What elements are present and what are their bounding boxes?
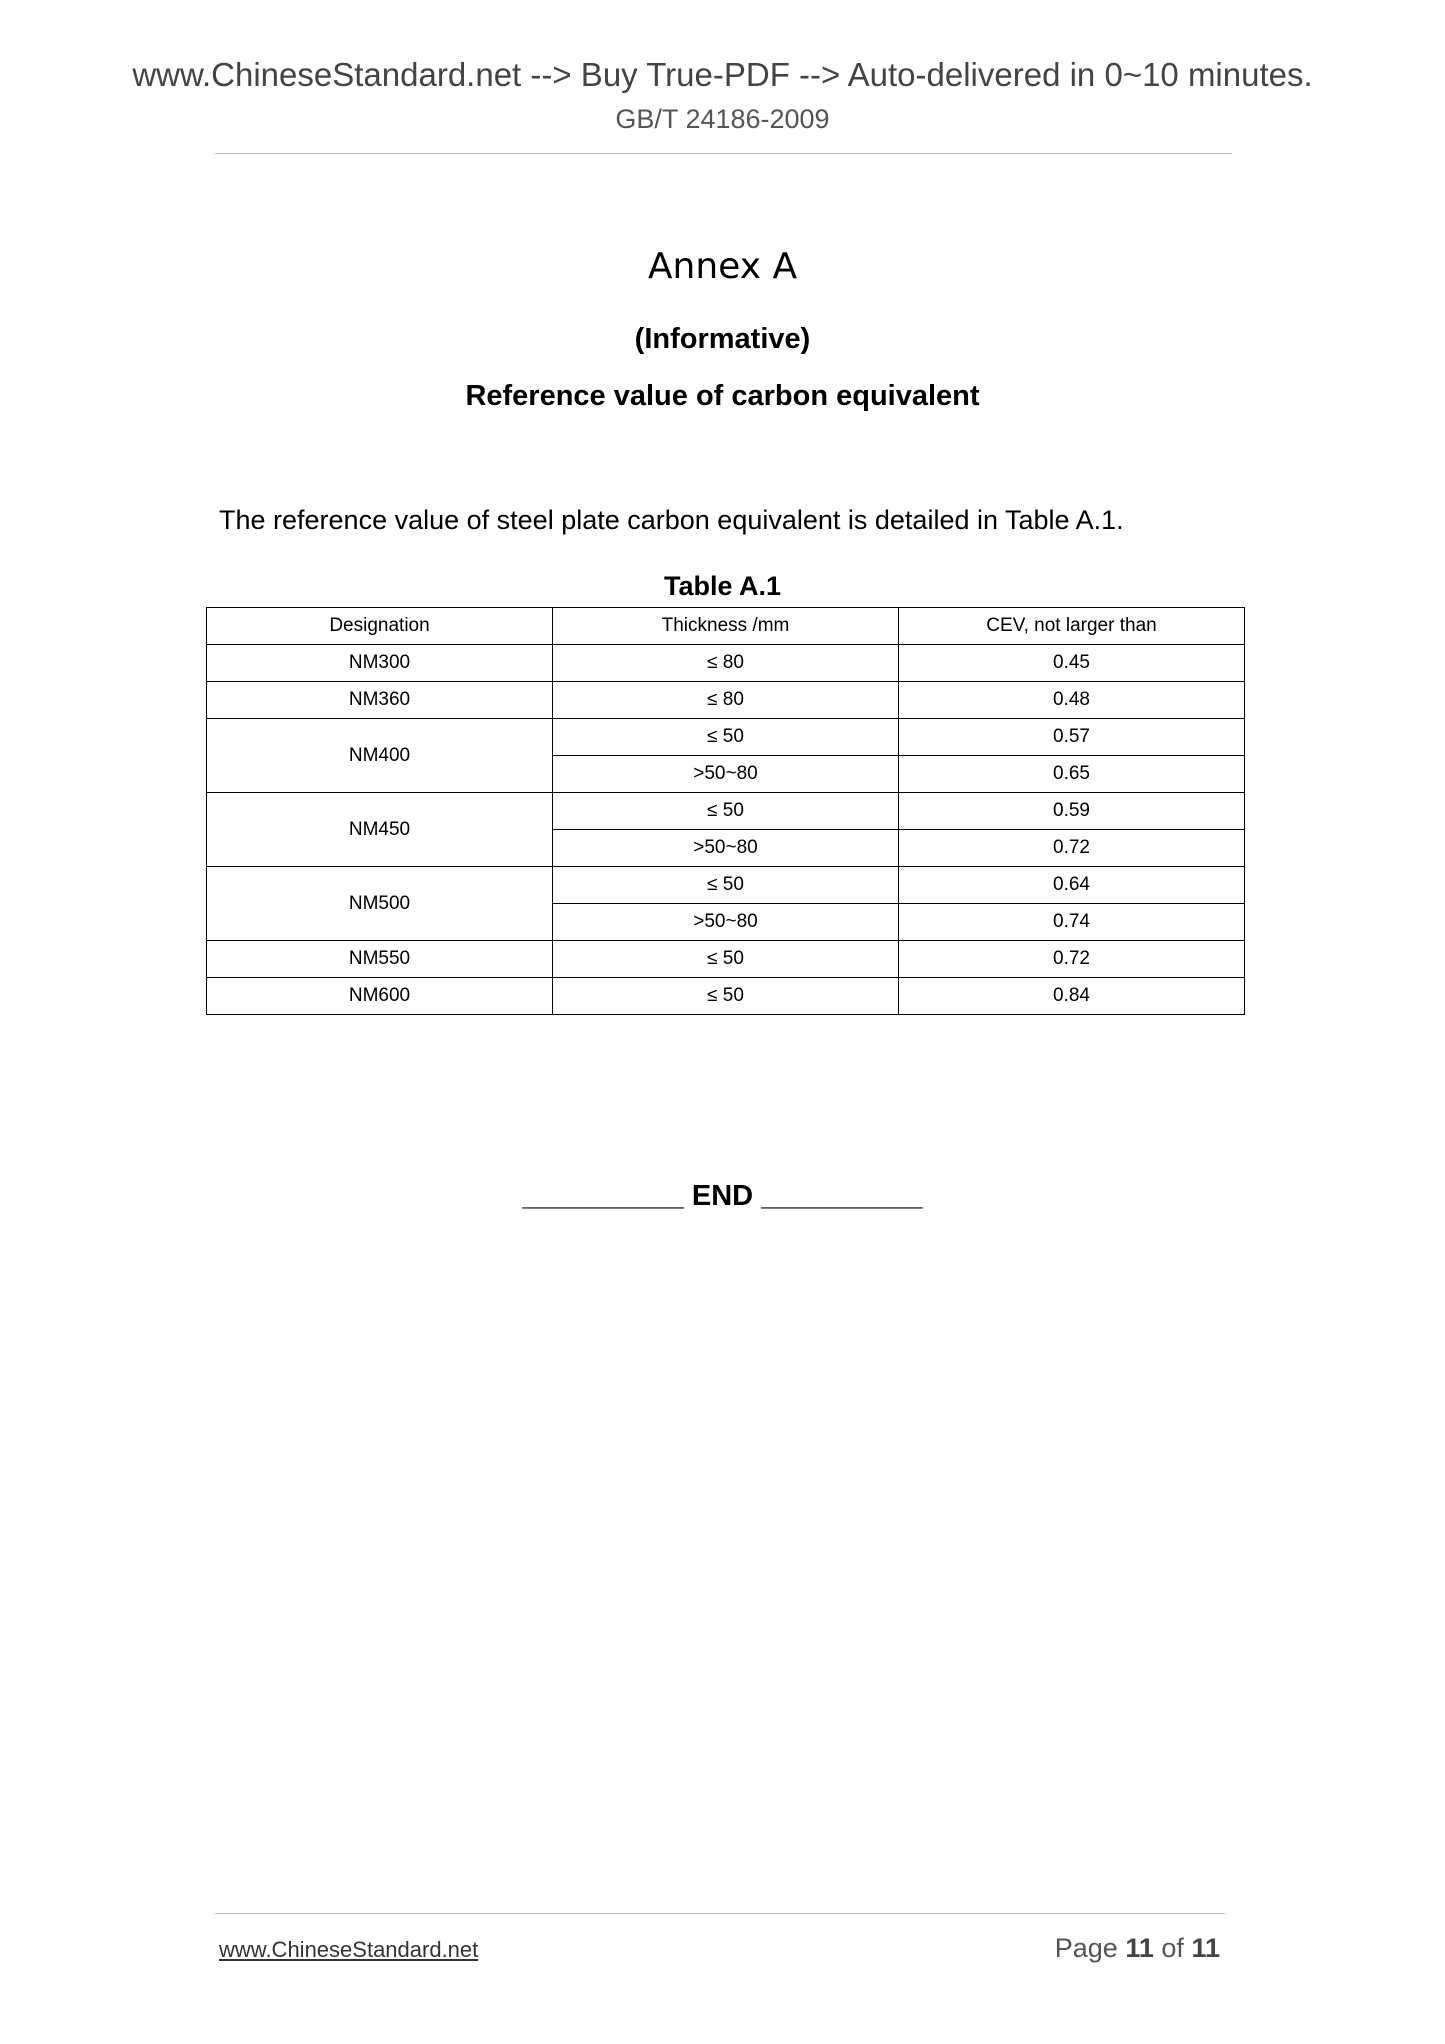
cev-cell: 0.64	[899, 867, 1245, 904]
table-row	[207, 978, 1245, 1015]
cev-cell: 0.59	[899, 793, 1245, 830]
page-indicator	[1055, 1933, 1220, 1964]
standard-code: GB/T 24186-2009	[615, 104, 830, 134]
thickness-cell: ≤ 50	[553, 978, 899, 1015]
table-row	[207, 867, 1245, 904]
designation-cell: NM600	[207, 978, 553, 1015]
table-row	[207, 793, 1245, 830]
thickness-cell: ≤ 80	[553, 682, 899, 719]
annex-title: Annex A	[647, 246, 798, 287]
thickness-cell: ≤ 50	[553, 719, 899, 756]
cev-cell: 0.57	[899, 719, 1245, 756]
header-thickness: Thickness /mm	[553, 608, 899, 645]
page-prefix: Page	[1054, 1933, 1118, 1963]
cev-cell: 0.84	[899, 978, 1245, 1015]
footer-divider	[215, 1913, 1225, 1914]
page-of: of	[1161, 1933, 1184, 1963]
page-total: 11	[1191, 1933, 1220, 1963]
page-current: 11	[1125, 1933, 1154, 1963]
carbon-equivalent-table	[206, 607, 1245, 1015]
table-row	[207, 682, 1245, 719]
cev-cell: 0.72	[899, 830, 1245, 867]
designation-cell: NM550	[207, 941, 553, 978]
cev-cell: 0.48	[899, 682, 1245, 719]
thickness-cell: >50~80	[553, 756, 899, 793]
thickness-cell: ≤ 50	[553, 941, 899, 978]
thickness-cell: ≤ 80	[553, 645, 899, 682]
header-banner: www.ChineseStandard.net --> Buy True-PDF --> Auto-delivered in 0~10 minutes.	[132, 56, 1313, 93]
thickness-cell: ≤ 50	[553, 867, 899, 904]
thickness-cell: >50~80	[553, 830, 899, 867]
cev-cell: 0.72	[899, 941, 1245, 978]
designation-cell: NM400	[207, 719, 553, 793]
table-caption: Table A.1	[663, 571, 782, 601]
header-cev: CEV, not larger than	[899, 608, 1245, 645]
table-row	[207, 719, 1245, 756]
table-row	[207, 941, 1245, 978]
designation-cell: NM450	[207, 793, 553, 867]
header-divider	[215, 153, 1232, 154]
table-row	[207, 645, 1245, 682]
footer-site-link[interactable]: www.ChineseStandard.net	[219, 1937, 479, 1962]
designation-cell: NM360	[207, 682, 553, 719]
annex-heading: Reference value of carbon equivalent	[465, 380, 980, 412]
intro-paragraph: The reference value of steel plate carbon equivalent is detailed in Table A.1.	[219, 505, 1124, 535]
cev-cell: 0.65	[899, 756, 1245, 793]
annex-subtitle: (Informative)	[634, 323, 811, 355]
thickness-cell: ≤ 50	[553, 793, 899, 830]
table-header-row	[207, 608, 1245, 645]
designation-cell: NM500	[207, 867, 553, 941]
designation-cell: NM300	[207, 645, 553, 682]
header-designation: Designation	[207, 608, 553, 645]
cev-cell: 0.45	[899, 645, 1245, 682]
end-marker: __________ END __________	[522, 1180, 923, 1212]
thickness-cell: >50~80	[553, 904, 899, 941]
cev-cell: 0.74	[899, 904, 1245, 941]
